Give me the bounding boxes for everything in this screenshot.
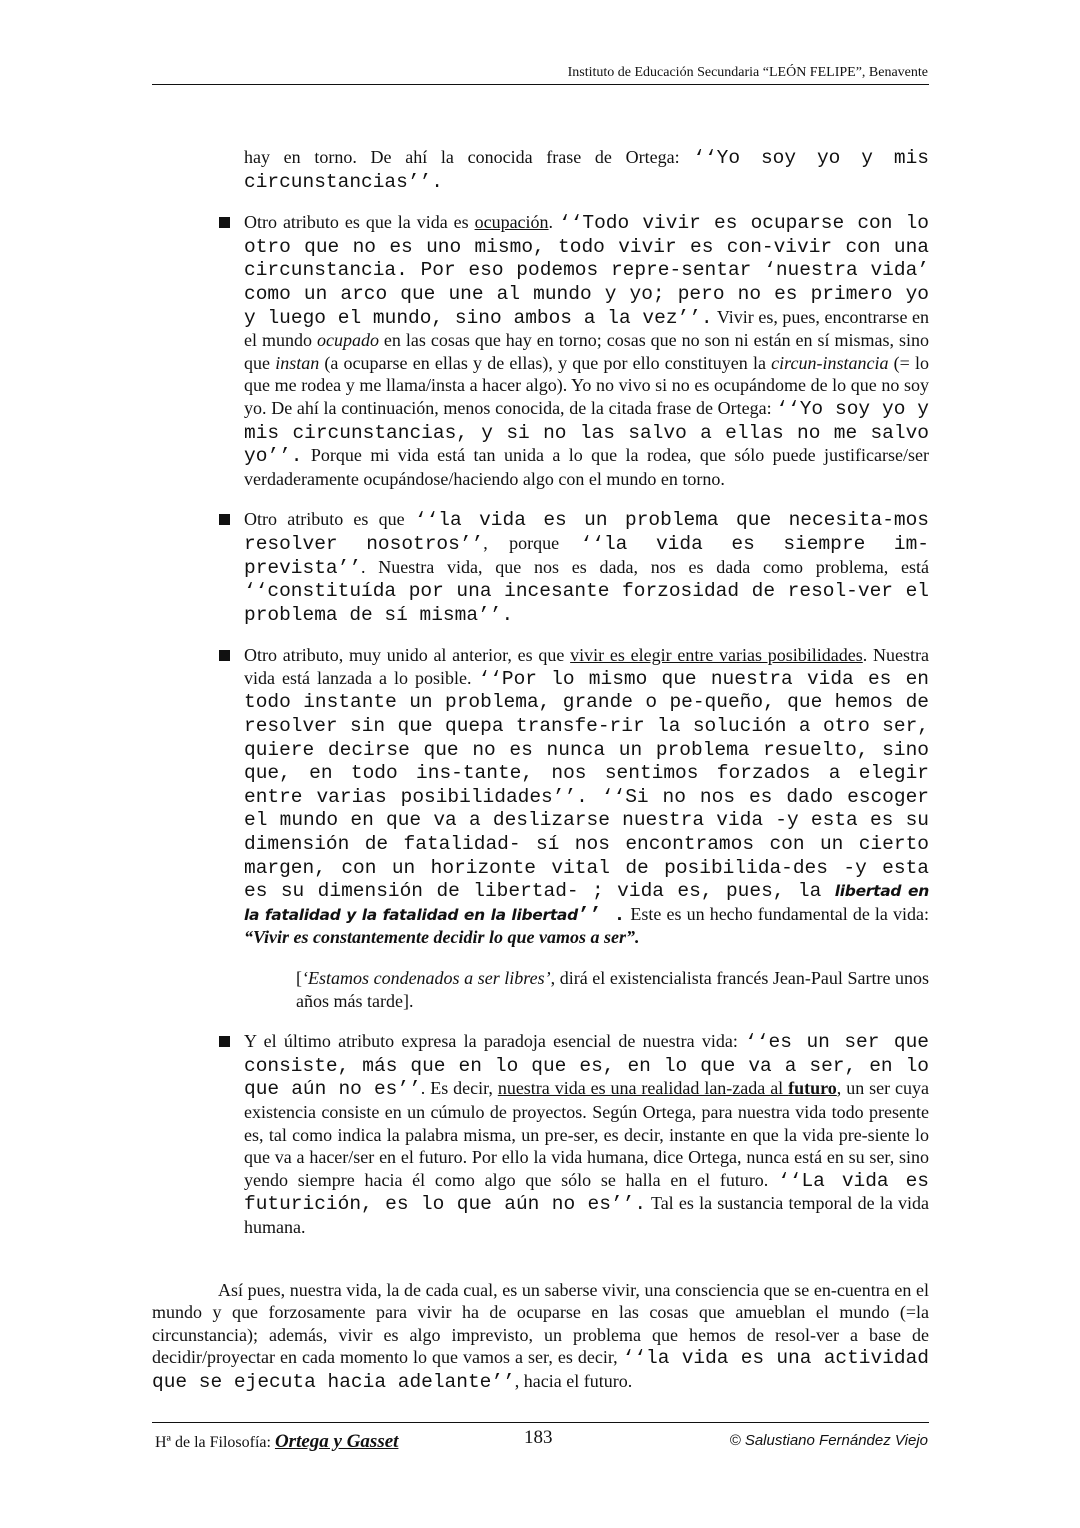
b3-script: libertad en la fatalidad y la fatalidad en la libertad [244,882,929,924]
b1-italic-1: ocupado [316,330,379,351]
b4-text-3: , un ser cuya existencia consiste en un cúmulo de proyectos. Según Ortega, para nuestra vida todo presente es, tal como indica la palabra misma, un pre-ser, es decir, instante en que la vida pre-siente lo que va a hacer/ser en el futuro. Por ello la vida humana, dice Ortega, nunca está en su ser, sino yendo siempre hacia él como algo que sólo se halla en el futuro. [244,1078,930,1190]
header-institution: Instituto de Educación Secundaria “LEÓN FELIPE”, Benavente [567,65,928,80]
b1-italic-3: circun-instancia [771,352,889,373]
b4-quote-2: ‘‘La vida es futurición, es lo que aún no es’’. [244,1169,929,1216]
conclusion-text-1: Así pues, nuestra vida, la de cada cual, es un saberse vivir, una consciencia que se en-cuentra en el mundo y que forzosamente para vivir ha de ocuparse en las cosas que amueblan el mundo (=la circunstancia); además, vivir es algo imprevisto, un problema que hemos de resol-ver a base de decidir/proyectar en cada momento lo que vamos a ser, es decir, [152,1279,929,1368]
b4-text-4: Tal es la sustancia temporal de la vida humana. [244,1193,929,1237]
note-text-2: , dirá el existencialista francés Jean-Paul Sartre unos años más tarde]. [296,968,930,1011]
b1-text-6: (= lo que me rodea y me llama/insta a hacer algo). Yo no vivo si no es ocupándome de lo que no soy yo. De ahí la continuación, menos conocida, de la citada frase de Ortega: [244,352,929,418]
b3-text-1: Otro atributo, muy unido al anterior, es que [244,645,571,666]
b2-quote-1: ‘‘la vida es un problema que necesita-mos resolver nosotros’’ [244,509,930,555]
b4-underline-1: nuestra vida es una realidad lan-zada al [497,1078,789,1099]
sartre-note [296,967,929,1012]
bullet-futuro [244,1030,929,1238]
intro-quote: ‘‘Yo soy yo y mis circunstancias’’. [244,147,929,193]
b1-text-3: Vivir es, pues, encontrarse en el mundo [244,306,929,351]
b1-text-4: en las cosas que hay en torno; cosas que no son ni están en sí mismas, sino que [244,330,929,373]
b1-text-7: Porque mi vida está tan unida a lo que la rodea, que sólo puede justificarse/ser verdaderamente ocupándose/haciendo algo con el mundo en torno. [244,445,929,489]
intro-text: hay en torno. De ahí la conocida frase de Ortega: [244,147,694,167]
b3-quote-2: ’’ . [577,903,626,926]
b4-underline-2: futuro [788,1078,837,1099]
b3-text-2: . Nuestra vida está lanzada a lo posible. [244,645,929,688]
page-number: 183 [524,1427,553,1448]
header-rule [152,84,929,85]
note-text-1: [ [296,968,302,988]
bullet-elegir [244,644,929,949]
b3-quote-1: ‘‘Por lo mismo que nuestra vida es en todo instante un problema, grande o pe-queño, que hemos de resolver sin que quepa transfe-rir la solución a otro ser, quiere decirse que no es nunca un problema resuelto, sino que, en todo ins-tante, nos sentimos forzados a elegir entre varias posibilidades’’. ‘‘Si no nos es dado escoger el mundo en que va a deslizarse nuestra vida -y esta es su dimensión de fatalidad- sí nos encontramos con un cierto margen, con un horizonte vital de posibilida-des -y esta es su dimensión de libertad- ; vida es, pues, la [244,667,929,903]
intro-paragraph [244,146,929,193]
footer-author: Ortega y Gasset [274,1431,399,1452]
b3-bold-quote: “Vivir es constantemente decidir lo que vamos a ser”. [244,927,640,948]
b1-underline: ocupación [474,212,549,233]
b4-quote-1: ‘‘es un ser que consiste, más que en lo que es, en lo que va a ser, en lo que aún no es’’ [244,1031,930,1101]
b1-text-2: . [548,212,559,233]
b1-italic-2: instan [275,352,320,373]
b2-quote-2: ‘‘la vida es siempre im-prevista’’ [244,532,929,579]
b3-text-3: Este es un hecho fundamental de la vida: [625,903,930,924]
b2-text-1: Otro atributo es que [244,509,415,530]
footer-copyright: © Salustiano Fernández Viejo [729,1432,928,1449]
b2-quote-3: ‘‘constituída por una incesante forzosidad de resol-ver el problema de sí misma’’. [244,580,929,626]
conclusion-quote: ‘‘la vida es una actividad que se ejecuta hacia adelante’’ [152,1347,930,1393]
b1-quote-1: ‘‘Todo vivir es ocuparse con lo otro que no es uno mismo, todo vivir es con-vivir con una circunstancia. Por eso podemos repre-sentar ‘nuestra vida’ como un arco que une al mundo y yo; pero no es primero yo y luego el mundo, sino ambos a la vez’’. [244,212,929,329]
footer-subject [155,1431,398,1453]
footer-subject-label: Hª de la Filosofía: [155,1434,275,1451]
footer-rule [152,1422,929,1423]
b4-text-1: Y el último atributo expresa la paradoja esencial de nuestra vida: [244,1031,746,1052]
b4-text-2: . Es decir, [420,1078,498,1099]
bullet-problema [244,508,929,626]
conclusion-paragraph [152,1279,929,1394]
b3-underline: vivir es elegir entre varias posibilidades [570,645,863,666]
b2-text-2: , porque [483,532,581,553]
b1-text-1: Otro atributo es que la vida es [244,212,475,233]
b2-text-3: . Nuestra vida, que nos es dada, nos es dada como problema, está [361,556,929,577]
note-italic: ‘Estamos condenados a ser libres’ [302,968,551,988]
page-content [152,128,929,1412]
b1-text-5: (a ocuparse en ellas y de ellas), y que por ello constituyen la [319,352,772,373]
bullet-ocupacion [244,211,929,490]
conclusion-text-2: , hacia el futuro. [514,1370,633,1391]
b1-quote-2: ‘‘Yo soy yo y mis circunstancias, y si no las salvo a ellas no me salvo yo’’. [244,397,929,468]
